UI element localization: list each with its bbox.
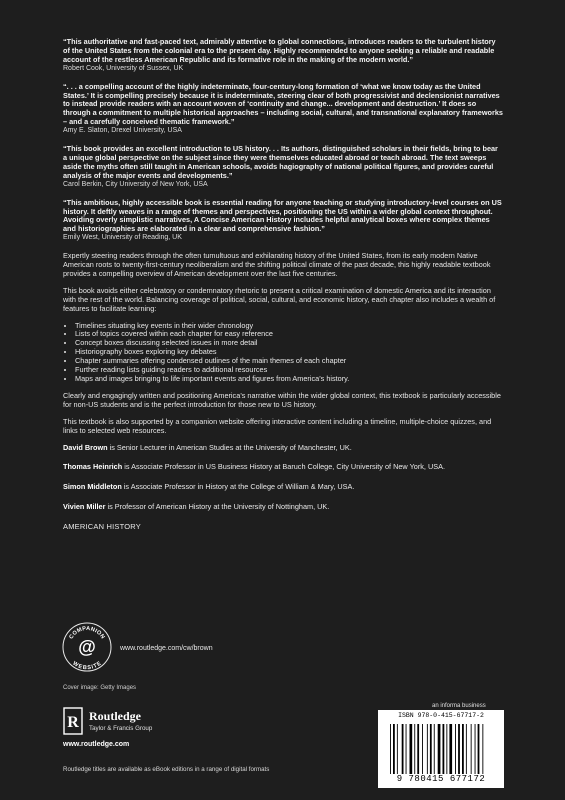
cover-credit: Cover image: Getty Images [63,685,137,691]
quote-text: “This authoritative and fast-paced text, admirably attentive to global connections, introduces readers to the turbulent history of the United States from the colonial era to the present day. Highly recommended to anyone seeking a reliable and readable account of the restless American Republic and its formative role in the making of the modern world.” [63,37,496,64]
quote-attribution: Carol Berkin, City University of New York, USA [63,180,208,188]
informa-label: an informa business [432,703,486,709]
publisher-group: Taylor & Francis Group [89,725,153,732]
quote-attribution: Amy E. Slaton, Drexel University, USA [63,127,182,135]
description-paragraph: This textbook is also supported by a companion website offering interactive content including a timeline, multiple-choice quizzes, and links to selected web resources. [63,416,492,435]
at-sign-icon: @ [78,637,96,657]
review-quote [63,145,503,190]
author-description: is Senior Lecturer in American Studies at the University of Manchester, UK. [107,442,352,452]
description-paragraph: This book avoids either celebratory or condemnatory rhetoric to present a critical examination of domestic America and its interaction with the rest of the world. Balancing coverage of political, social, cultural, and economic history, each chapter also includes a wealth of features to facilitate learning: [63,285,496,313]
quote-text: “This book provides an excellent introduction to US history. . . Its authors, distinguished scholars in their fields, bring to bear a unique global perspective on the subject since they were themselves educated abroad or teach abroad. The text sweeps aside the myths often still taught in American schools, avoids hagiography of national political figures, and provides careful analysis of the major events and developments.” [63,144,498,180]
companion-url[interactable]: www.routledge.com/cw/brown [120,645,213,652]
author-bio [63,503,503,512]
series-label: AMERICAN HISTORY [63,522,141,532]
svg-text:WEBSITE [71,661,102,672]
author-bio [63,463,503,472]
isbn-barcode [378,710,504,788]
ebook-note: Routledge titles are available as eBook editions in a range of digital formats [63,766,270,773]
description-paragraph: Clearly and engagingly written and positioning America’s narrative within the wider global context, this textbook is particularly accessible for non-US students and is the perfect introduction for those new to US history. [63,390,501,409]
review-quote [63,199,503,244]
svg-text:R: R [67,714,79,731]
review-quote [63,38,503,74]
isbn-text: ISBN 978-0-415-67717-2 [398,712,484,719]
companion-website-badge [62,622,112,672]
author-name: David Brown [63,442,108,452]
review-quote [63,83,503,136]
description-paragraph: Expertly steering readers through the often tumultuous and exhilarating history of the United States, from its early modern Native American roots to twenty-first-century neoliberalism and the shifting political climate of the past decade, this highly readable textbook provides a compelling overview of American development over the last five centuries. [63,251,491,278]
feature-item: • Chapter summaries offering condensed outlines of the main themes of each chapter [75,357,503,366]
author-bio [63,444,503,453]
feature-item: • Maps and images bringing to life important events and figures from America’s history. [75,375,503,384]
barcode-icon [388,724,496,774]
author-name: Simon Middleton [63,482,122,492]
author-name: Thomas Heinrich [63,462,123,472]
publisher-name: Routledge [89,709,141,723]
back-cover-text [63,38,503,532]
badge-bottom-text: WEBSITE [71,660,103,672]
publisher-url[interactable]: www.routledge.com [63,741,130,748]
quote-text: “. . . a compelling account of the highly indeterminate, four-century-long formation of ‘what we know today as the United States.’ It is compelling precisely because it is indeterminate, steering clear of both progressivist and declensionist narratives to instead provide readers with an account woven of ‘continuity and change... development and destruction.’ It does so through a commitment to multiple historical approaches – including social, cultural, and transnational explanatory frameworks – and a carefully conceived thematic framework.” [63,81,503,127]
feature-item: • Historiography boxes exploring key debates [75,348,503,357]
quote-attribution: Robert Cook, University of Sussex, UK [63,64,184,72]
author-description: is Professor of American History at the University of Nottingham, UK. [105,502,330,512]
author-bio [63,483,503,492]
feature-item: • Further reading lists guiding readers to additional resources [75,366,503,375]
author-description: is Associate Professor in History at the College of William & Mary, USA. [121,482,355,492]
author-name: Vivien Miller [63,502,106,512]
quote-text: “This ambitious, highly accessible book is essential reading for anyone teaching or studying introductory-level courses on US history. It deftly weaves in a range of themes and perspectives, positioning the US within a wider global context throughout. Avoiding overly simplistic narratives, A Concise American History includes helpful analytical boxes where complex themes and historiographies are elaborated in a clear and comprehensive fashion.” [63,197,502,234]
feature-item: • Concept boxes discussing selected issues in more detail [75,339,503,348]
barcode-number: 9 780415 677172 [396,774,486,784]
routledge-logo-icon [63,707,83,735]
quote-attribution: Emily West, University of Reading, UK [63,234,182,242]
badge-top-text: COMPANION [68,625,106,641]
author-description: is Associate Professor in US Business History at Baruch College, City University of New York, USA. [122,462,446,472]
features-list [63,322,503,384]
feature-item: • Timelines situating key events in their wider chronology [75,322,503,331]
feature-item: • Lists of topics covered within each chapter for easy reference [75,330,503,339]
